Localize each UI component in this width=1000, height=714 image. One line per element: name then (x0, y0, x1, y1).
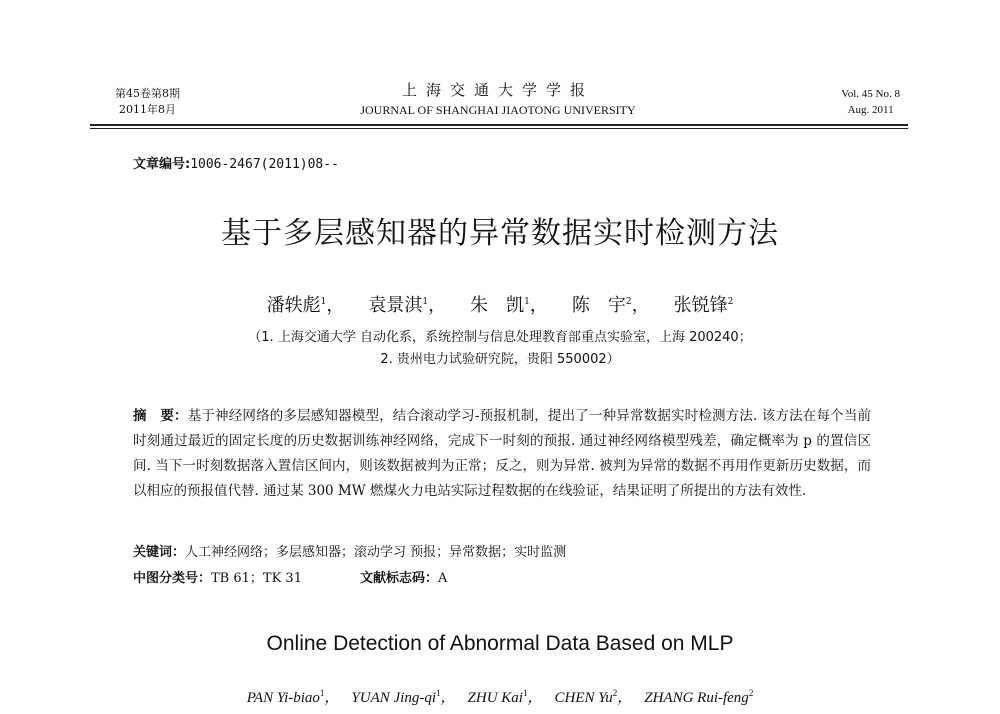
date-en: Aug. 2011 (847, 104, 894, 116)
cn-author (674, 295, 734, 316)
en-author (468, 690, 543, 706)
author-name: 潘轶彪 (266, 295, 321, 316)
cn-author (267, 295, 345, 316)
header-rule-thin (90, 128, 908, 129)
author-name: ZHU Kai (467, 690, 523, 706)
en-author (351, 690, 455, 706)
affiliation-marker: 2 (625, 297, 632, 307)
author-name: CHEN Yu (554, 690, 613, 706)
author-separator: ， (326, 295, 345, 316)
date-cn: 2011年8月 (119, 103, 176, 116)
author-name: PAN Yi-biao (246, 690, 320, 706)
author-name: 陈 宇 (571, 295, 626, 316)
journal-name-en: JOURNAL OF SHANGHAI JIAOTONG UNIVERSITY (360, 103, 636, 117)
author-name: 朱 凯 (470, 295, 525, 316)
affiliation-marker: 1 (524, 297, 530, 307)
journal-name-cn: 上海交通大学学报 (401, 81, 594, 99)
affiliation-marker: 1 (319, 688, 325, 698)
abstract-label: 摘 要： (133, 408, 188, 424)
volume-issue-cn: 第45卷第8期 (115, 87, 180, 100)
en-author (644, 690, 753, 706)
paper-title-en: Online Detection of Abnormal Data Based on MLP (266, 632, 734, 655)
author-separator: ， (631, 295, 650, 316)
affiliation-marker: 1 (522, 688, 528, 698)
author-separator: ， (324, 690, 340, 706)
classification (133, 567, 447, 586)
affiliation-1: （1. 上海交通大学 自动化系，系统控制与信息处理教育部重点实验室，上海 200240； (248, 330, 752, 345)
doc-code-label: 文献标志码： (359, 571, 438, 586)
authors-en (0, 686, 1000, 707)
en-author (554, 690, 632, 706)
clc-value: TB 61；TK 31 (211, 571, 302, 586)
author-name: 张锐锋 (673, 295, 728, 316)
cn-author (470, 295, 548, 316)
author-separator: ， (527, 690, 543, 706)
author-name: YUAN Jing-qi (351, 690, 437, 706)
article-number-label: 文章编号: (133, 157, 191, 172)
journal-header (88, 78, 908, 128)
keywords (133, 541, 566, 560)
affiliation-marker: 1 (320, 297, 327, 307)
article-number (133, 153, 339, 172)
author-name: 袁景淇 (368, 295, 423, 316)
volume-issue-en: Vol. 45 No. 8 (841, 88, 900, 100)
article-number-value: 1006-2467(2011)08-- (190, 157, 339, 172)
cn-author (368, 295, 446, 316)
author-separator: ， (529, 295, 548, 316)
affiliation-marker: 2 (748, 688, 754, 698)
author-separator: ， (617, 690, 633, 706)
affiliation-marker: 1 (436, 688, 441, 698)
affiliation-marker: 2 (727, 297, 734, 307)
affiliation-marker: 1 (422, 297, 429, 307)
keywords-text: 人工神经网络；多层感知器；滚动学习 预报；异常数据；实时监测 (185, 545, 567, 560)
authors-cn (0, 291, 1000, 317)
affiliation-2: 2. 贵州电力试验研究院，贵阳 550002） (380, 352, 620, 367)
header-center (88, 80, 908, 118)
clc-label: 中图分类号： (133, 571, 212, 586)
affiliation-marker: 2 (612, 688, 618, 698)
header-right (841, 86, 900, 118)
en-author (247, 690, 340, 706)
abstract (133, 404, 871, 504)
header-rule-thick (90, 124, 908, 126)
cn-author (572, 295, 650, 316)
author-name: ZHANG Rui-feng (644, 690, 749, 706)
abstract-text: 基于神经网络的多层感知器模型，结合滚动学习-预报机制，提出了一种异常数据实时检测方法. 该方法在每个当前时刻通过最近的固定长度的历史数据训练神经网络，完成下一时刻的预报. 通过神经网络模型残差，确定概率为 p 的置信区间. 当下一时刻数据落入置信区间内，则该数据被判为正常；反之，则为异常. 被判为异常的数据不再用作更新历史数据，而以相应的预报值代替. 通过某 300 MW 燃煤火力电站实际过程数据的在线验证，结果证明了所提出的方法有效性. (133, 408, 871, 499)
author-separator: ， (428, 295, 447, 316)
author-separator: ， (440, 690, 456, 706)
doc-code-value: A (438, 571, 448, 586)
paper-title-cn: 基于多层感知器的异常数据实时检测方法 (221, 216, 779, 251)
keywords-label: 关键词： (133, 545, 186, 560)
